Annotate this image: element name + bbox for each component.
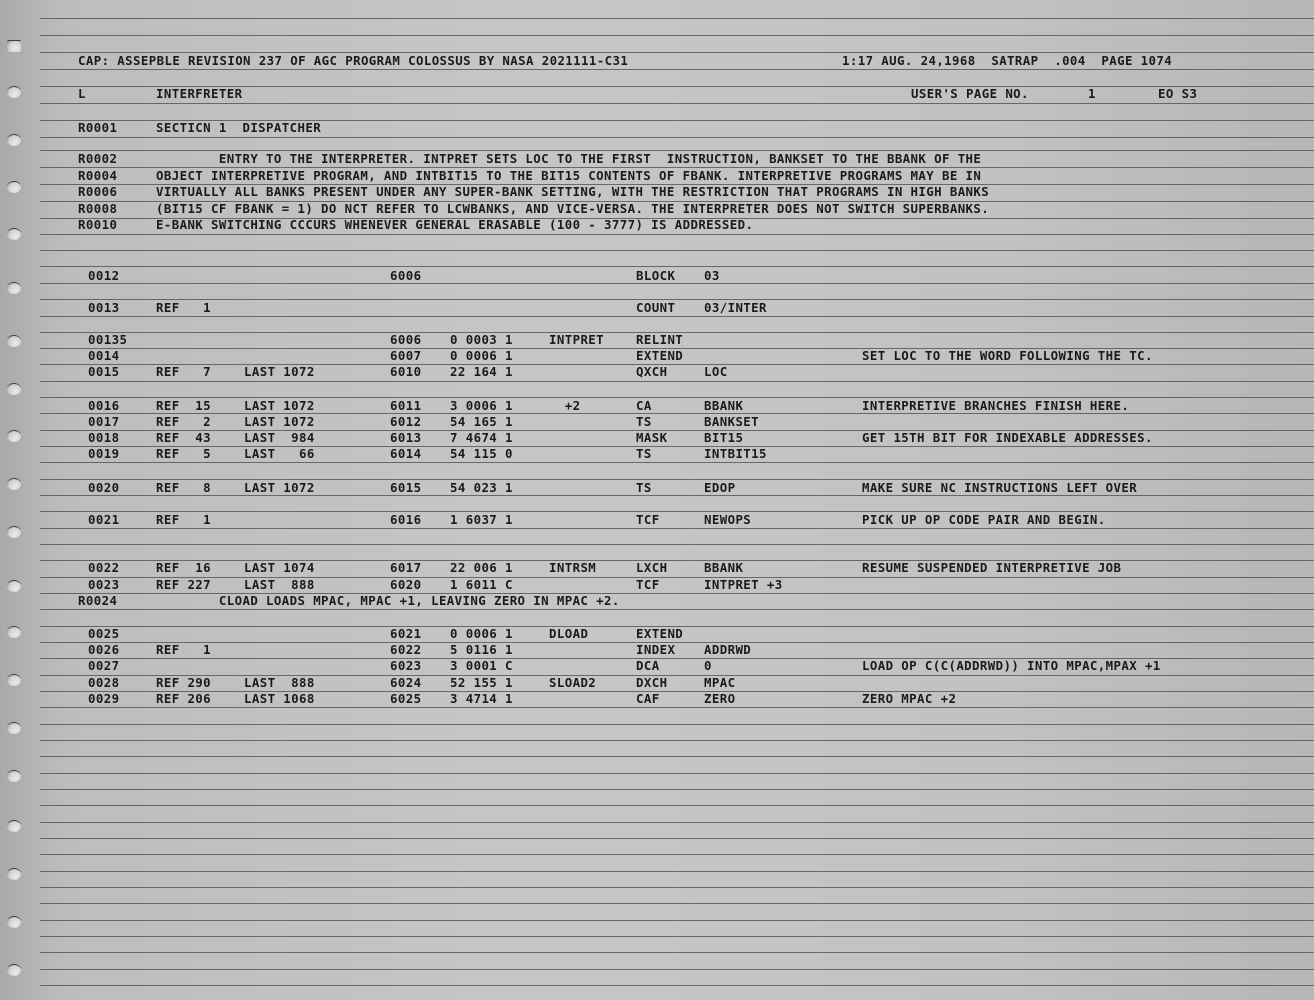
listing-row bbox=[88, 446, 767, 462]
last-ref: LAST 1072 bbox=[244, 414, 315, 429]
line-number: 0027 bbox=[88, 658, 120, 673]
address: 6011 bbox=[390, 398, 422, 413]
opcode: TS bbox=[636, 446, 652, 461]
operand: ADDRWD bbox=[704, 642, 752, 657]
operand: INTPRET +3 bbox=[704, 577, 783, 592]
line-number: 0012 bbox=[88, 268, 120, 283]
tractor-feed-hole-icon bbox=[7, 868, 21, 880]
object-code: 54 165 1 bbox=[450, 414, 513, 429]
object-code: 22 006 1 bbox=[450, 560, 513, 575]
log-header bbox=[78, 86, 1198, 102]
comment: LOAD OP C(C(ADDRWD)) INTO MPAC,MPAX +1 bbox=[862, 658, 1161, 673]
comment-line bbox=[78, 168, 982, 184]
tractor-feed-hole-icon bbox=[7, 282, 21, 294]
operand: 03/INTER bbox=[704, 300, 767, 315]
operand: INTBIT15 bbox=[704, 446, 767, 461]
opcode: DXCH bbox=[636, 675, 668, 690]
listing-row bbox=[88, 332, 684, 348]
object-code: 1 6011 C bbox=[450, 577, 513, 592]
line-number: 0018 bbox=[88, 430, 120, 445]
line-number: 0015 bbox=[88, 364, 120, 379]
label: SLOAD2 bbox=[549, 675, 597, 690]
listing-row bbox=[88, 658, 1161, 674]
opcode: TCF bbox=[636, 577, 660, 592]
operand: NEWOPS bbox=[704, 512, 752, 527]
line-number: 00135 bbox=[88, 332, 128, 347]
line-number: 0028 bbox=[88, 675, 120, 690]
line-number: 0029 bbox=[88, 691, 120, 706]
operand: BIT15 bbox=[704, 430, 744, 445]
address: 6012 bbox=[390, 414, 422, 429]
users-page-label: USER'S PAGE NO. bbox=[911, 86, 1029, 101]
tractor-feed-hole-icon bbox=[7, 526, 21, 538]
label: DLOAD bbox=[549, 626, 589, 641]
comment: PICK UP OP CODE PAIR AND BEGIN. bbox=[862, 512, 1106, 527]
comment: SET LOC TO THE WORD FOLLOWING THE TC. bbox=[862, 348, 1153, 363]
ref-count: REF 290 bbox=[156, 675, 212, 690]
ref-count: REF 16 bbox=[156, 560, 212, 575]
line-number: R0004 bbox=[78, 168, 118, 183]
section-heading bbox=[78, 120, 322, 136]
opcode: INDEX bbox=[636, 642, 676, 657]
ref-count: REF 1 bbox=[156, 512, 212, 527]
assembly-title: CAP: ASSEPBLE REVISION 237 OF AGC PROGRAM COLOSSUS BY NASA 2021111-C31 bbox=[78, 53, 629, 68]
operand: 03 bbox=[704, 268, 720, 283]
last-ref: LAST 1072 bbox=[244, 398, 315, 413]
address: 6006 bbox=[390, 268, 422, 283]
object-code: 3 0006 1 bbox=[450, 398, 513, 413]
opcode: EXTEND bbox=[636, 626, 684, 641]
comment: MAKE SURE NC INSTRUCTIONS LEFT OVER bbox=[862, 480, 1138, 495]
line-number: 0017 bbox=[88, 414, 120, 429]
comment-text: E-BANK SWITCHING CCCURS WHENEVER GENERAL ERASABLE (100 - 3777) IS ADDRESSED. bbox=[156, 217, 754, 232]
address: 6021 bbox=[390, 626, 422, 641]
line-number: R0008 bbox=[78, 201, 118, 216]
last-ref: LAST 66 bbox=[244, 446, 315, 461]
address: 6015 bbox=[390, 480, 422, 495]
listing-row bbox=[88, 675, 736, 691]
address: 6024 bbox=[390, 675, 422, 690]
line-number: R0002 bbox=[78, 151, 118, 166]
operand: 0 bbox=[704, 658, 712, 673]
opcode: RELINT bbox=[636, 332, 684, 347]
address: 6022 bbox=[390, 642, 422, 657]
listing-row bbox=[88, 642, 752, 658]
log-section: INTERFRETER bbox=[156, 86, 243, 101]
listing-row bbox=[88, 348, 1153, 364]
address: 6020 bbox=[390, 577, 422, 592]
tractor-feed-hole-icon bbox=[7, 40, 21, 52]
opcode: TCF bbox=[636, 512, 660, 527]
object-code: 52 155 1 bbox=[450, 675, 513, 690]
address: 6016 bbox=[390, 512, 422, 527]
tractor-feed-hole-icon bbox=[7, 86, 21, 98]
line-number: 0020 bbox=[88, 480, 120, 495]
line-number: 0026 bbox=[88, 642, 120, 657]
ref-count: REF 15 bbox=[156, 398, 212, 413]
last-ref: LAST 984 bbox=[244, 430, 315, 445]
operand: EDOP bbox=[704, 480, 736, 495]
ref-count: REF 1 bbox=[156, 300, 212, 315]
address: 6013 bbox=[390, 430, 422, 445]
address: 6010 bbox=[390, 364, 422, 379]
remark-text: CLOAD LOADS MPAC, MPAC +1, LEAVING ZERO IN MPAC +2. bbox=[156, 593, 620, 608]
listing-row bbox=[88, 268, 720, 284]
opcode: BLOCK bbox=[636, 268, 676, 283]
tractor-feed-hole-icon bbox=[7, 134, 21, 146]
listing-row bbox=[88, 430, 1153, 446]
comment-line bbox=[78, 201, 990, 217]
operand: MPAC bbox=[704, 675, 736, 690]
line-number: R0006 bbox=[78, 184, 118, 199]
object-code: 54 023 1 bbox=[450, 480, 513, 495]
line-number: R0024 bbox=[78, 593, 118, 608]
ref-count: REF 1 bbox=[156, 642, 212, 657]
comment-line bbox=[78, 184, 990, 200]
opcode: LXCH bbox=[636, 560, 668, 575]
ref-count: REF 43 bbox=[156, 430, 212, 445]
listing-row bbox=[88, 398, 1130, 414]
comment: INTERPRETIVE BRANCHES FINISH HERE. bbox=[862, 398, 1130, 413]
opcode: MASK bbox=[636, 430, 668, 445]
line-number: 0013 bbox=[88, 300, 120, 315]
assembly-header bbox=[78, 53, 1173, 69]
section-title: SECTICN 1 DISPATCHER bbox=[156, 120, 322, 135]
operand: BBANK bbox=[704, 560, 744, 575]
line-number: 0016 bbox=[88, 398, 120, 413]
line-number: 0025 bbox=[88, 626, 120, 641]
label: +2 bbox=[549, 398, 581, 413]
listing-row bbox=[88, 300, 767, 316]
listing-row bbox=[88, 577, 783, 593]
tractor-feed-hole-icon bbox=[7, 626, 21, 638]
last-ref: LAST 1072 bbox=[244, 364, 315, 379]
tractor-feed-hole-icon bbox=[7, 722, 21, 734]
object-code: 5 0116 1 bbox=[450, 642, 513, 657]
comment-text: (BIT15 CF FBANK = 1) DO NCT REFER TO LCWBANKS, AND VICE-VERSA. THE INTERPRETER DOES NOT SWITCH SUPERBANKS. bbox=[156, 201, 990, 216]
object-code: 54 115 0 bbox=[450, 446, 513, 461]
last-ref: LAST 888 bbox=[244, 577, 315, 592]
tractor-feed-hole-icon bbox=[7, 770, 21, 782]
opcode: CAF bbox=[636, 691, 660, 706]
tractor-feed-hole-icon bbox=[7, 478, 21, 490]
comment: RESUME SUSPENDED INTERPRETIVE JOB bbox=[862, 560, 1122, 575]
users-page-number: 1 bbox=[1088, 86, 1096, 101]
opcode: EXTEND bbox=[636, 348, 684, 363]
listing-row bbox=[88, 414, 760, 430]
line-number: 0023 bbox=[88, 577, 120, 592]
line-number: 0022 bbox=[88, 560, 120, 575]
last-ref: LAST 888 bbox=[244, 675, 315, 690]
object-code: 1 6037 1 bbox=[450, 512, 513, 527]
tractor-feed-hole-icon bbox=[7, 430, 21, 442]
ref-count: REF 5 bbox=[156, 446, 212, 461]
label: INTRSM bbox=[549, 560, 597, 575]
opcode: QXCH bbox=[636, 364, 668, 379]
line-number: 0014 bbox=[88, 348, 120, 363]
opcode: DCA bbox=[636, 658, 660, 673]
opcode: CA bbox=[636, 398, 652, 413]
tractor-feed-hole-icon bbox=[7, 674, 21, 686]
tractor-feed-hole-icon bbox=[7, 335, 21, 347]
last-ref: LAST 1068 bbox=[244, 691, 315, 706]
address: 6017 bbox=[390, 560, 422, 575]
operand: LOC bbox=[704, 364, 728, 379]
address: 6023 bbox=[390, 658, 422, 673]
tractor-feed-hole-icon bbox=[7, 228, 21, 240]
address: 6006 bbox=[390, 332, 422, 347]
label: INTPRET bbox=[549, 332, 605, 347]
tractor-feed-hole-icon bbox=[7, 820, 21, 832]
listing-row bbox=[88, 691, 957, 707]
line-number: 0021 bbox=[88, 512, 120, 527]
ref-count: REF 227 bbox=[156, 577, 212, 592]
tractor-feed-hole-icon bbox=[7, 383, 21, 395]
log-tag: L bbox=[78, 86, 86, 101]
object-code: 3 4714 1 bbox=[450, 691, 513, 706]
listing-row bbox=[88, 364, 728, 380]
listing-row bbox=[88, 480, 1138, 496]
object-code: 7 4674 1 bbox=[450, 430, 513, 445]
operand: BANKSET bbox=[704, 414, 760, 429]
eo-code: EO S3 bbox=[1158, 86, 1198, 101]
listing-row bbox=[88, 626, 684, 642]
comment-line bbox=[78, 151, 982, 167]
last-ref: LAST 1074 bbox=[244, 560, 315, 575]
comment-text: ENTRY TO THE INTERPRETER. INTPRET SETS LOC TO THE FIRST INSTRUCTION, BANKSET TO THE BBANK OF THE bbox=[156, 151, 982, 166]
comment: GET 15TH BIT FOR INDEXABLE ADDRESSES. bbox=[862, 430, 1153, 445]
line-number: R0010 bbox=[78, 217, 118, 232]
address: 6007 bbox=[390, 348, 422, 363]
ref-count: REF 8 bbox=[156, 480, 212, 495]
tractor-feed-hole-icon bbox=[7, 964, 21, 976]
object-code: 0 0006 1 bbox=[450, 626, 513, 641]
ref-count: REF 2 bbox=[156, 414, 212, 429]
remark-line bbox=[78, 593, 620, 609]
ref-count: REF 7 bbox=[156, 364, 212, 379]
tractor-feed-hole-icon bbox=[7, 181, 21, 193]
ref-count: REF 206 bbox=[156, 691, 212, 706]
tractor-feed-hole-icon bbox=[7, 916, 21, 928]
address: 6025 bbox=[390, 691, 422, 706]
comment: ZERO MPAC +2 bbox=[862, 691, 957, 706]
operand: BBANK bbox=[704, 398, 744, 413]
listing-row bbox=[88, 512, 1106, 528]
run-info: 1:17 AUG. 24,1968 SATRAP .004 PAGE 1074 bbox=[842, 53, 1173, 68]
object-code: 0 0003 1 bbox=[450, 332, 513, 347]
comment-text: OBJECT INTERPRETIVE PROGRAM, AND INTBIT15 TO THE BIT15 CONTENTS OF FBANK. INTERPRETIVE PROGRAMS MAY BE IN bbox=[156, 168, 982, 183]
operand: ZERO bbox=[704, 691, 736, 706]
tractor-feed-hole-icon bbox=[7, 580, 21, 592]
comment-text: VIRTUALLY ALL BANKS PRESENT UNDER ANY SUPER-BANK SETTING, WITH THE RESTRICTION THAT PROGRAMS IN HIGH BANKS bbox=[156, 184, 990, 199]
opcode: TS bbox=[636, 480, 652, 495]
line-number: 0019 bbox=[88, 446, 120, 461]
comment-line bbox=[78, 217, 754, 233]
opcode: TS bbox=[636, 414, 652, 429]
object-code: 3 0001 C bbox=[450, 658, 513, 673]
line-number: R0001 bbox=[78, 120, 118, 135]
last-ref: LAST 1072 bbox=[244, 480, 315, 495]
opcode: COUNT bbox=[636, 300, 676, 315]
listing-row bbox=[88, 560, 1122, 576]
object-code: 0 0006 1 bbox=[450, 348, 513, 363]
address: 6014 bbox=[390, 446, 422, 461]
object-code: 22 164 1 bbox=[450, 364, 513, 379]
